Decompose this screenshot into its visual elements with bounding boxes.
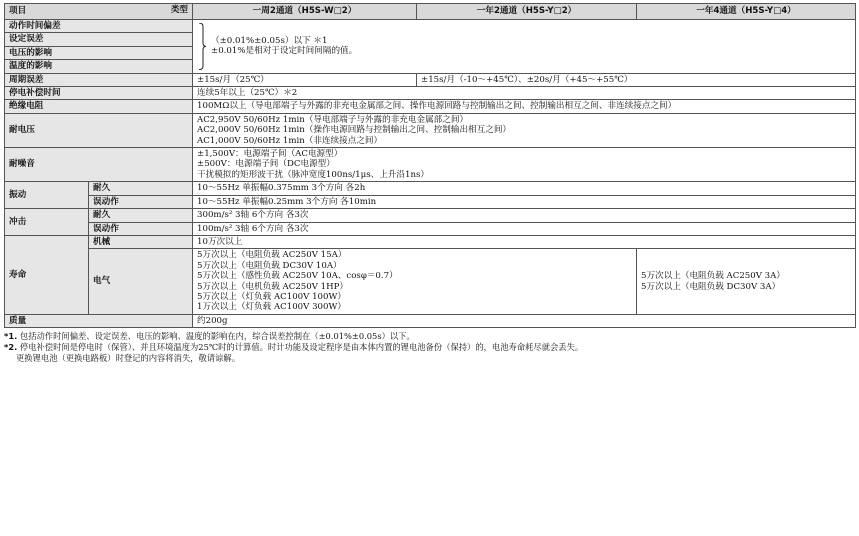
header-item-type [5,4,193,20]
row-withstand-voltage [5,113,856,147]
row-vibration-durable [5,182,856,195]
life-elec-line-5: 5万次以上（灯负载 AC100V 100W） [197,291,346,302]
life-elec-4ch-line-1: 5万次以上（电阻负载 AC250V 3A） [641,271,785,282]
life-elec-line-6: 1万次以上（灯负载 AC100V 300W） [197,302,346,313]
value-power-compensation: 连续5年以上（25℃）＊2 [193,87,856,100]
accuracy-line-1: （±0.01%±0.05s）以下 ＊1 [211,35,328,46]
label-mass: 质量 [5,314,193,327]
value-withstand-voltage [193,113,856,147]
header-row [5,4,856,20]
spec-table [4,3,856,328]
label-withstand-voltage: 耐电压 [5,113,193,147]
footnote-2-continued: 更换锂电池（更换电路板）时登记的内容将消失，敬请谅解。 [16,353,241,364]
label-power-compensation: 停电补偿时间 [5,87,193,100]
label-voltage-effect: 电压的影响 [5,46,193,59]
footnote-2-text: 停电补偿时间是停电时（保管）、并且环境温度为25℃时的计算值。时计功能及设定程序是由本体内置的锂电池备份（保持）的，电池寿命耗尽就会丢失。 [19,342,584,353]
label-shock-durable: 耐久 [89,209,193,222]
accuracy-line-2: ±0.01%是相对于设定时间间隔的值。 [211,46,358,57]
value-vibration-malfunction: 10～55Hz 单振幅0.25mm 3个方向 各10min [193,195,856,208]
spec-page [4,3,855,364]
life-elec-line-4: 5万次以上（电机负载 AC250V 1HP） [197,281,349,292]
row-power-compensation [5,87,856,100]
label-shock-malfunction: 误动作 [89,222,193,235]
withstand-line-3: AC1,000V 50/60Hz 1min（非连续接点之间） [197,135,383,146]
value-cycle-error-year: ±15s/月（-10～+45℃）、±20s/月（+45～+55℃） [417,73,856,86]
value-life-mechanical: 10万次以上 [193,235,856,248]
life-elec-4ch-line-2: 5万次以上（电阻负载 DC30V 3A） [641,281,781,292]
row-noise [5,148,856,182]
row-shock-durable [5,209,856,222]
footnote-2-mark: *2. [4,342,18,353]
value-life-electrical-2ch [193,249,637,314]
value-accuracy-group [193,20,856,74]
header-col-year-2ch: 一年2通道（H5S-Y□2） [417,4,637,20]
noise-line-2: ±500V：电源端子间（DC电源型） [197,159,335,170]
label-vibration: 振动 [5,182,89,209]
footnote-1-mark: *1. [4,331,18,342]
noise-line-1: ±1,500V：电源端子间（AC电源型） [197,149,343,160]
value-life-electrical-4ch [637,249,856,314]
life-elec-line-2: 5万次以上（电阻负载 DC30V 10A） [197,260,342,271]
label-cycle-error: 周期误差 [5,73,193,86]
label-insulation: 绝缘电阻 [5,100,193,113]
life-elec-line-1: 5万次以上（电阻负载 AC250V 15A） [197,250,347,261]
value-shock-durable: 300m/s² 3轴 6个方向 各3次 [193,209,856,222]
row-insulation [5,100,856,113]
header-col-year-4ch: 一年4通道（H5S-Y□4） [637,4,856,20]
value-vibration-durable: 10～55Hz 单振幅0.375mm 3个方向 各2h [193,182,856,195]
value-insulation: 100MΩ以上（导电部端子与外露的非充电金属部之间、操作电源回路与控制输出之间、控制输出相互之间、非连续接点之间） [193,100,856,113]
label-temperature-effect: 温度的影响 [5,60,193,73]
header-type-label: 类型 [170,5,189,15]
row-shock-malfunction [5,222,856,235]
footnote-1-text: 包括动作时间偏差、设定误差、电压的影响、温度的影响在内，综合误差控制在（±0.01%±0.05s）以下。 [19,331,415,342]
withstand-line-1: AC2,950V 50/60Hz 1min（导电部端子与外露的非充电金属部之间） [197,114,469,125]
footnote-1 [4,331,855,342]
label-vibration-malfunction: 误动作 [89,195,193,208]
value-mass: 约200g [193,314,856,327]
row-vibration-malfunction [5,195,856,208]
row-cycle-error [5,73,856,86]
footnote-2 [4,342,855,353]
label-vibration-durable: 耐久 [89,182,193,195]
label-action-time-deviation: 动作时间偏差 [5,20,193,33]
label-life-electrical: 电气 [89,249,193,314]
label-setting-error: 设定误差 [5,33,193,46]
value-noise [193,148,856,182]
withstand-line-2: AC2,000V 50/60Hz 1min（操作电源回路与控制输出之间、控制输出相互之间） [197,125,512,136]
row-life-electrical [5,249,856,314]
row-mass [5,314,856,327]
label-life-mechanical: 机械 [89,235,193,248]
value-cycle-error-week: ±15s/月（25℃） [193,73,417,86]
label-life: 寿命 [5,235,89,314]
row-action-time-deviation [5,20,856,33]
brace-icon [198,23,206,70]
value-shock-malfunction: 100m/s² 3轴 6个方向 各3次 [193,222,856,235]
label-shock: 冲击 [5,209,89,236]
header-item-label: 项目 [9,6,27,17]
noise-line-3: 干扰模拟的矩形波干扰（脉冲宽度100ns/1μs、上升沿1ns） [197,169,430,180]
label-noise: 耐噪音 [5,148,193,182]
life-elec-line-3: 5万次以上（感性负载 AC250V 10A、cosφ＝0.7） [197,271,398,282]
footnotes [4,331,855,364]
row-life-mechanical [5,235,856,248]
header-col-week-2ch: 一周2通道（H5S-W□2） [193,4,417,20]
